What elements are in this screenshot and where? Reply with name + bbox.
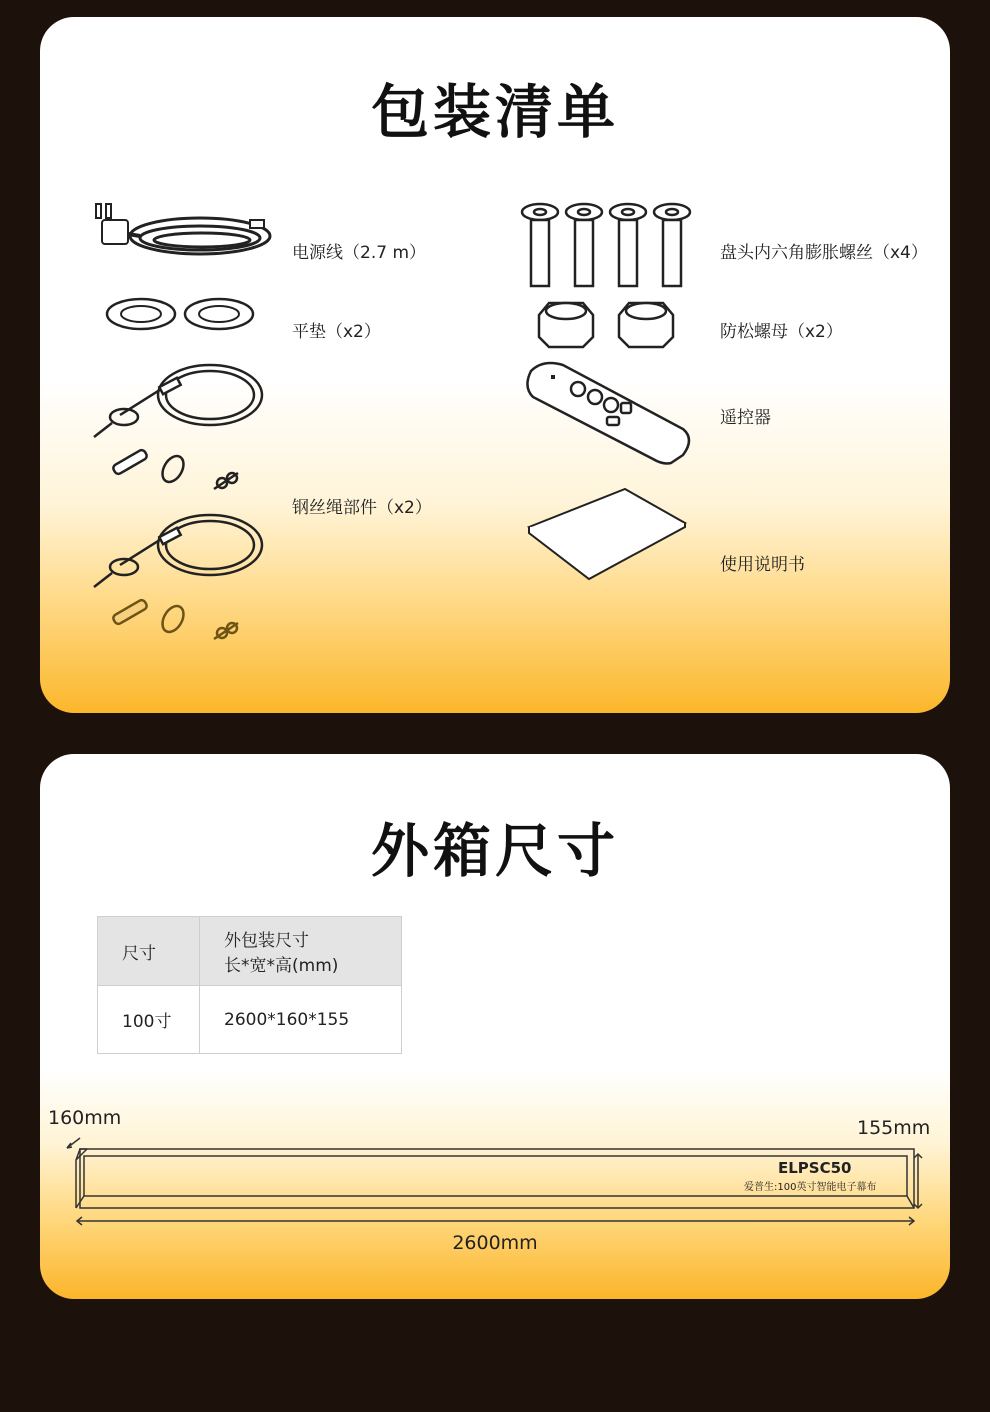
- item-label-flat-washer: 平垫（x2）: [292, 322, 381, 342]
- power-cord-icon: [90, 202, 270, 272]
- box-model: ELPSC50: [778, 1159, 852, 1177]
- table-header-line: 长*宽*高(mm): [224, 956, 339, 976]
- item-label-lock-nut: 防松螺母（x2）: [720, 322, 843, 342]
- item-label-remote: 遥控器: [720, 408, 771, 428]
- item-label-manual: 使用说明书: [720, 555, 805, 575]
- table-cell: 100寸: [98, 986, 200, 1054]
- item-label-wire-rope: 钢丝绳部件（x2）: [292, 498, 432, 518]
- height-label: 155mm: [857, 1117, 931, 1139]
- width-label: 160mm: [48, 1107, 122, 1129]
- table-cell: 2600*160*155: [200, 986, 402, 1054]
- packing-list-title: 包装清单: [370, 78, 619, 146]
- box-product-name: 爱普生:100英寸智能电子幕布: [744, 1182, 877, 1193]
- item-label-power-cord: 电源线（2.7 m）: [292, 243, 426, 263]
- table-header-cell: [200, 917, 402, 986]
- box-size-title: 外箱尺寸: [370, 817, 619, 885]
- table-header-cell: 尺寸: [98, 917, 200, 986]
- box-size-card: [40, 754, 950, 1299]
- size-table: [97, 916, 402, 1054]
- table-header-line: 外包装尺寸: [224, 931, 309, 951]
- remote-control-icon: [523, 359, 693, 467]
- packing-list-card: [40, 17, 950, 713]
- item-label-expansion-bolt: 盘头内六角膨胀螺丝（x4）: [720, 243, 928, 263]
- wire-rope-icon: [90, 357, 270, 657]
- expansion-bolt-icon: [520, 202, 700, 292]
- table-header-row: [98, 917, 402, 986]
- length-label: 2600mm: [452, 1232, 538, 1254]
- lock-nut-icon: [535, 299, 685, 351]
- manual-icon: [525, 487, 690, 579]
- flat-washer-icon: [105, 297, 265, 333]
- table-row: [98, 986, 402, 1054]
